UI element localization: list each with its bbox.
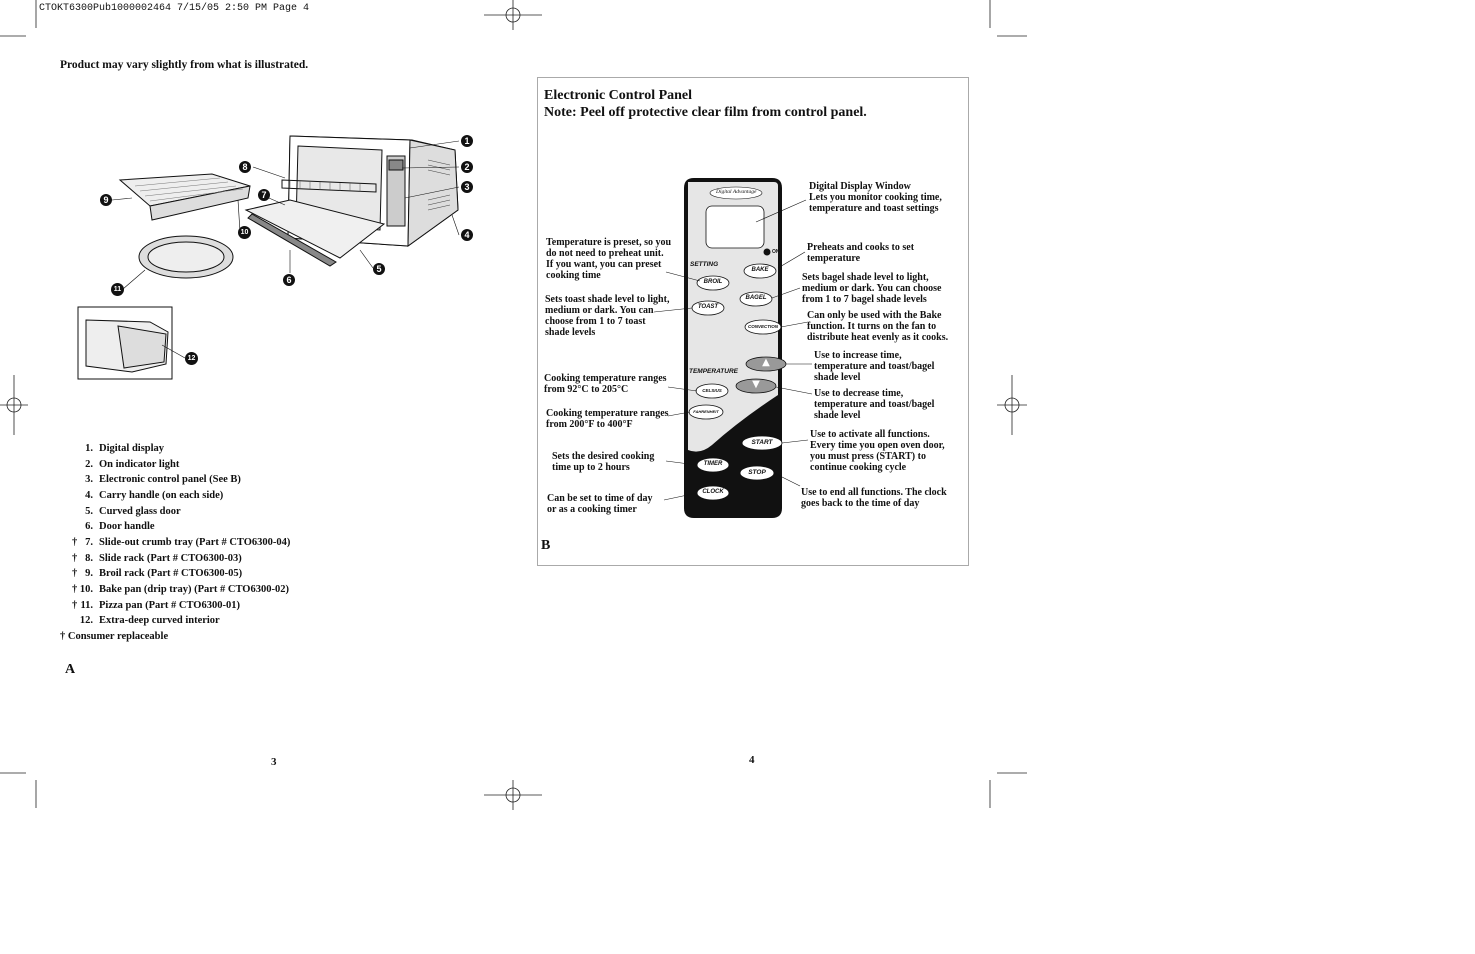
celsius-button[interactable]: CELSIUS	[702, 388, 722, 393]
panel-subtitle: Note: Peel off protective clear film from control panel.	[544, 105, 867, 120]
callout-4: 4	[461, 229, 473, 241]
annotation-start: Use to activate all functions. Every time you open oven door, you must press (START) to continue cooking cycle	[810, 429, 945, 473]
callout-2: 2	[461, 161, 473, 173]
bagel-button[interactable]: BAGEL	[745, 295, 767, 301]
page-number-right: 4	[749, 754, 755, 766]
callout-5: 5	[373, 263, 385, 275]
up-arrow-button[interactable]: ▲	[762, 357, 770, 368]
callout-8: 8	[239, 161, 251, 173]
down-arrow-button[interactable]: ▼	[752, 379, 760, 390]
callout-10: 10	[238, 226, 251, 239]
callout-7: 7	[258, 189, 270, 201]
fahrenheit-button[interactable]: FAHRENHEIT	[693, 409, 719, 414]
section-letter-b: B	[541, 538, 551, 553]
on-indicator-label: ON	[772, 249, 780, 255]
annotation-clock: Can be set to time of day or as a cooking timer	[547, 493, 653, 515]
annotation-fahrenheit: Cooking temperature ranges from 200°F to 400°F	[546, 408, 669, 430]
annotation-down: Use to decrease time, temperature and toast/bagel shade level	[814, 388, 935, 421]
temperature-label: TEMPERATURE	[689, 368, 738, 375]
callout-9: 9	[100, 194, 112, 206]
setting-label: SETTING	[690, 261, 719, 268]
stop-button[interactable]: STOP	[748, 469, 766, 476]
annotation-display: Digital Display Window Lets you monitor cooking time, temperature and toast settings	[809, 181, 942, 214]
broil-button[interactable]: BROIL	[703, 279, 723, 285]
start-button[interactable]: START	[751, 439, 773, 446]
annotation-bake: Preheats and cooks to set temperature	[807, 242, 915, 264]
callout-6: 6	[283, 274, 295, 286]
brand-logo: Digital Advantage	[716, 189, 757, 195]
annotation-stop: Use to end all functions. The clock goes back to the time of day	[801, 487, 947, 509]
section-letter-a: A	[65, 662, 76, 677]
callout-1: 1	[461, 135, 473, 147]
annotation-broil: Temperature is preset, so you do not need to preheat unit. If you want, you can preset cooking time	[546, 237, 672, 281]
toast-button[interactable]: TOAST	[697, 304, 719, 310]
illustration-note: Product may vary slightly from what is illustrated.	[60, 59, 309, 71]
annotation-timer: Sets the desired cooking time up to 2 hours	[552, 451, 655, 473]
timer-button[interactable]: TIMER	[703, 461, 723, 467]
convection-button[interactable]: CONVECTION	[747, 324, 778, 329]
bake-button[interactable]: BAKE	[751, 267, 769, 273]
annotation-up: Use to increase time, temperature and toast/bagel shade level	[814, 350, 935, 383]
clock-button[interactable]: CLOCK	[702, 489, 724, 495]
annotation-convection: Can only be used with the Bake function. It turns on the fan to distribute heat evenly as it cooks.	[807, 310, 949, 343]
annotation-celsius: Cooking temperature ranges from 92°C to 205°C	[544, 373, 667, 395]
annotation-toast: Sets toast shade level to light, medium or dark. You can choose from 1 to 7 toast shade levels	[545, 294, 670, 338]
print-header: CTOKT6300Pub1000002464 7/15/05 2:50 PM Page 4	[39, 3, 310, 14]
panel-title: Electronic Control Panel	[544, 88, 693, 103]
callout-11: 11	[111, 283, 124, 296]
page-number-left: 3	[271, 756, 277, 768]
annotation-bagel: Sets bagel shade level to light, medium or dark. You can choose from 1 to 7 bagel shade levels	[802, 272, 942, 305]
legend-consumer-replaceable: † Consumer replaceable	[60, 631, 169, 642]
callout-3: 3	[461, 181, 473, 193]
callout-12: 12	[185, 352, 198, 365]
